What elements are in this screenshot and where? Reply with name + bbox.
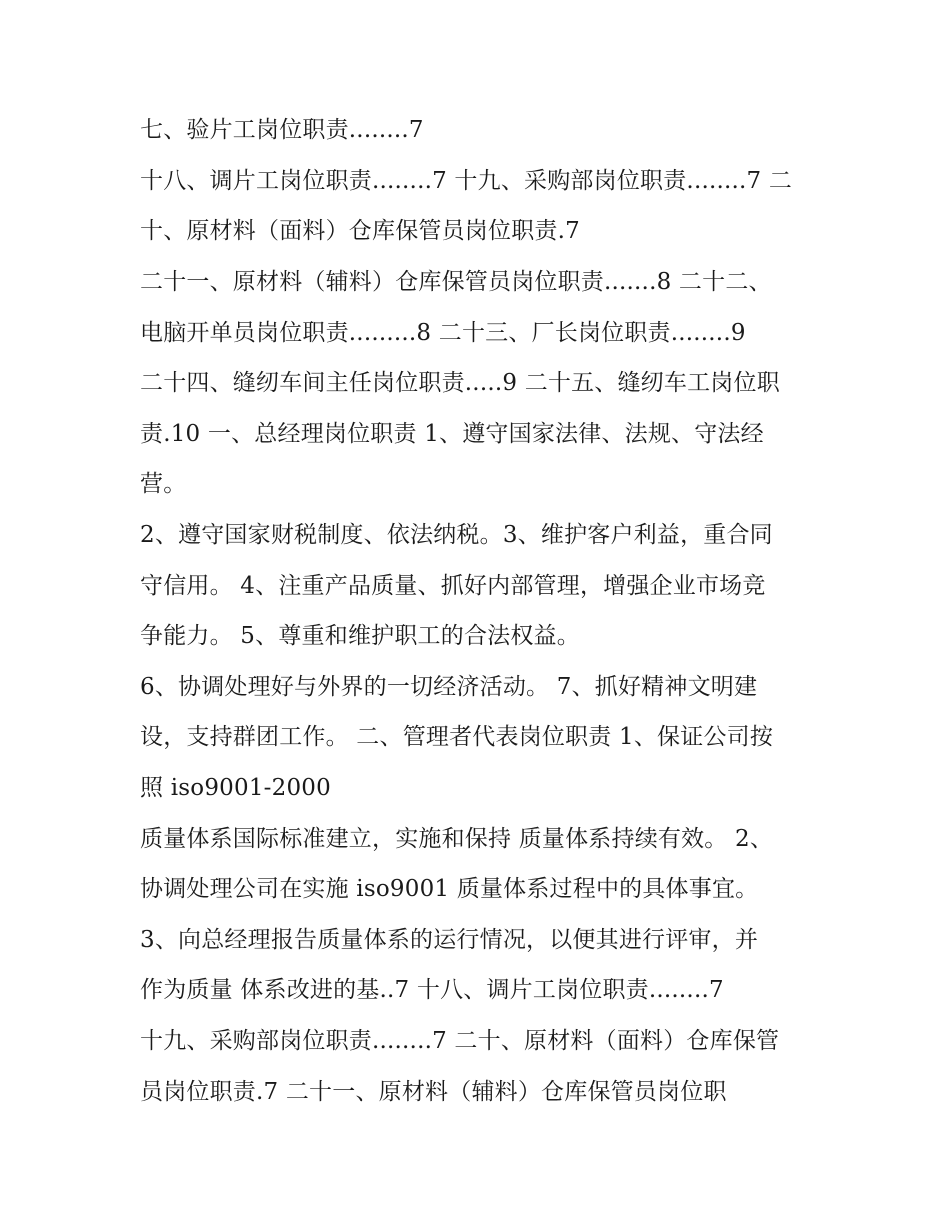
- text-line: 3、向总经理报告质量体系的运行情况，以便其进行评审，并: [140, 927, 759, 953]
- text-line: 二十四、缝纫车间主任岗位职责.....9 二十五、缝纫车工岗位职: [140, 370, 780, 396]
- text-line: 设，支持群团工作。 二、管理者代表岗位职责 1、保证公司按: [140, 724, 774, 750]
- text-line: 十九、采购部岗位职责........7 二十、原材料（面料）仓库保管: [140, 1028, 780, 1054]
- text-line: 2、遵守国家财税制度、依法纳税。3、维护客户利益，重合同: [140, 522, 773, 548]
- text-line: 营。: [140, 471, 187, 497]
- text-line: 十八、调片工岗位职责........7 十九、采购部岗位职责........7 二: [140, 168, 793, 194]
- text-line: 协调处理公司在实施 iso9001 质量体系过程中的具体事宜。: [140, 876, 759, 902]
- text-line: 责.10 一、总经理岗位职责 1、遵守国家法律、法规、守法经: [140, 421, 764, 447]
- text-line: 质量体系国际标准建立，实施和保持 质量体系持续有效。 2、: [140, 826, 774, 852]
- text-line: 七、验片工岗位职责........7: [140, 117, 424, 143]
- text-line: 争能力。 5、尊重和维护职工的合法权益。: [140, 623, 580, 649]
- text-line: 电脑开单员岗位职责.........8 二十三、厂长岗位职责........9: [140, 320, 746, 346]
- text-line: 二十一、原材料（辅料）仓库保管员岗位职责.......8 二十二、: [140, 269, 772, 295]
- text-line: 十、原材料（面料）仓库保管员岗位职责.7: [140, 218, 580, 244]
- text-line: 守信用。 4、注重产品质量、抓好内部管理，增强企业市场竞: [140, 573, 766, 599]
- text-line: 作为质量 体系改进的基..7 十八、调片工岗位职责........7: [140, 977, 724, 1003]
- text-line: 照 iso9001-2000: [140, 775, 331, 801]
- text-line: 6、协调处理好与外界的一切经济活动。 7、抓好精神文明建: [140, 674, 758, 700]
- text-line: 员岗位职责.7 二十一、原材料（辅料）仓库保管员岗位职: [140, 1079, 727, 1105]
